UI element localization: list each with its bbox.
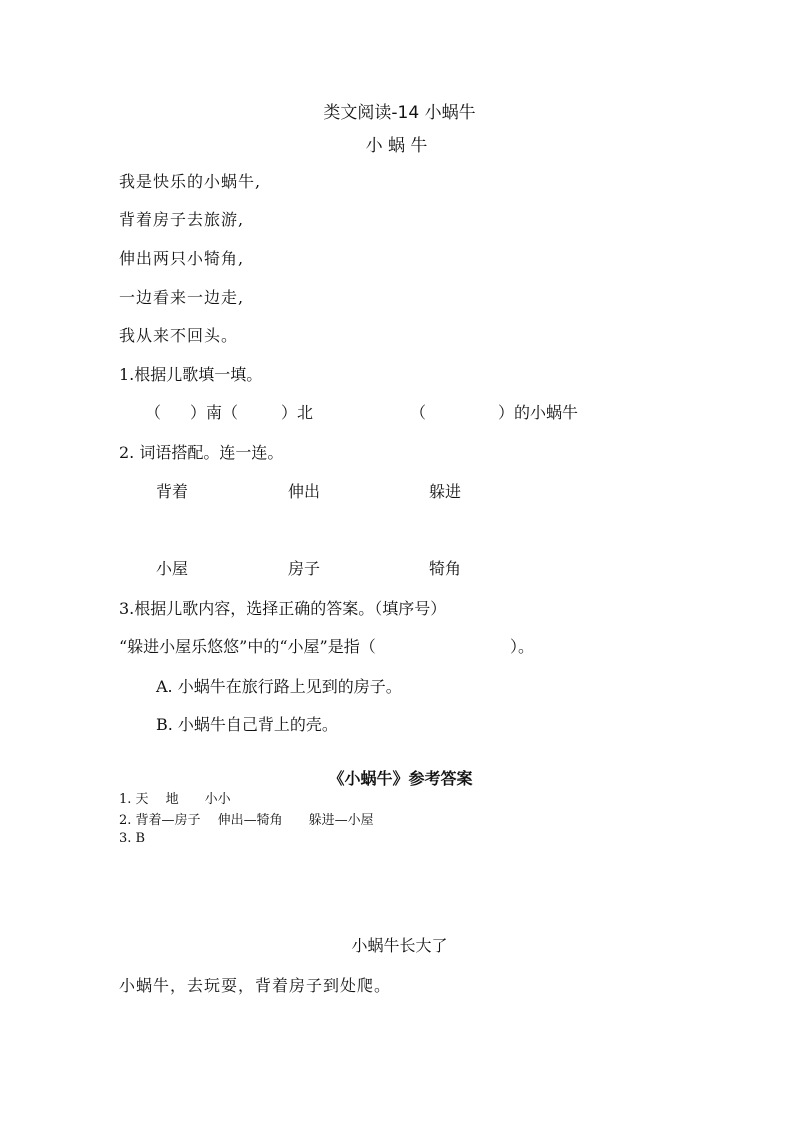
answer-line: 2. 背着—房子 伸出—犄角 躲进—小屋 [119, 813, 374, 828]
poem-title: 小 蜗 牛 [365, 136, 428, 156]
match-word-bottom[interactable]: 犄角 [429, 559, 462, 578]
poem-line: 伸出两只小犄角, [119, 249, 245, 268]
poem-line: 背着房子去旅游, [119, 210, 245, 229]
exercise-title: 类文阅读-14 小蜗牛 [323, 103, 476, 123]
answer-key-title: 《小蜗牛》参考答案 [328, 769, 473, 788]
match-word-top[interactable]: 背着 [156, 482, 189, 501]
option-b[interactable]: B. 小蜗牛自己背上的壳。 [156, 715, 338, 734]
match-word-top[interactable]: 躲进 [429, 482, 462, 501]
blank-snail-text: ）的小蜗牛 [498, 403, 579, 422]
match-word-bottom[interactable]: 小屋 [156, 559, 189, 578]
poem-line: 我从来不回头。 [119, 326, 239, 345]
blank-open-paren: （ [145, 403, 162, 422]
question-2-prompt: 2. 词语搭配。连一连。 [119, 443, 284, 462]
blank-north-text: ）北 [281, 403, 314, 422]
question-1-prompt: 1.根据儿歌填一填。 [119, 365, 263, 384]
question-3-text-end: ）。 [510, 637, 535, 656]
question-3-prompt: 3.根据儿歌内容，选择正确的答案。（填序号） [119, 599, 447, 618]
match-word-top[interactable]: 伸出 [288, 482, 321, 501]
second-text-title: 小蜗牛长大了 [351, 936, 448, 955]
blank-south-text: ）南（ [190, 403, 239, 422]
poem-line: 一边看来一边走, [119, 288, 245, 307]
option-a[interactable]: A. 小蜗牛在旅行路上见到的房子。 [156, 677, 402, 696]
answer-line: 1. 天 地 小小 [119, 792, 231, 807]
blank-open-paren-2: （ [410, 403, 427, 422]
poem-line: 我是快乐的小蜗牛, [119, 172, 262, 191]
answer-line: 3. B [119, 831, 146, 846]
question-3-text: “躲进小屋乐悠悠”中的“小屋”是指（ [119, 637, 376, 656]
second-text-line: 小蜗牛，去玩耍，背着房子到处爬。 [119, 976, 392, 995]
match-word-bottom[interactable]: 房子 [288, 559, 321, 578]
